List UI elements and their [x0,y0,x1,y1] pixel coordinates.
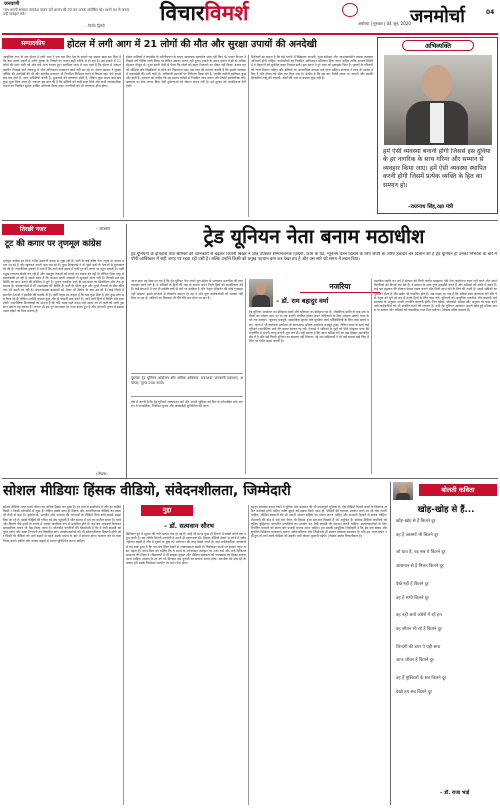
tirchhi-signature: (लेखक) [96,471,108,476]
page-number: 04 [486,9,495,16]
poem-label: बोलती कविता [419,484,497,496]
quote-text: हमें ऐसी व्यवस्था बनानी होगी जिससे इस दुनिया के हर नागरिक के साथ गरिमा और सम्मान से व्यवहार किया जाए। हमें ऐसी व्यवस्था स्थापित करनी होगी जिसमें प्रत्येक व्यक्ति के हित का सम्मान हो। [383,148,491,189]
masthead-emblem-icon [342,3,358,17]
main-author: – डॉ. राम बहादुर वर्मा [276,297,329,305]
small-brand: जनवाणी [4,1,20,7]
section-divider [2,220,498,221]
tirchhi-body: तृणमूल कांग्रेस इन दिनों गंभीर अंदरूनी कलह से जूझ रही है। पार्टी के कई वरिष्ठ नेता नेतृत्व से नाराज बताए जा रहे हैं और खुलकर अपनी बात रख रहे हैं। कुछ विधायकों ने तो दूसरे दलों के नेताओं से मुलाकात भी की है। राजनीतिक हलकों में चर्चा है कि आने वाले समय में पार्टी टूट की कगार पर पहुंच सकती है। पार्टी प्रमुख लगातार बैठकें कर रही हैं और असंतुष्ट नेताओं को मनाने का प्रयास कर रही हैं। लेकिन जिस तरह से बयानबाजी हो रही है उससे साफ है कि मामला इतनी आसानी से सुलझने वाला नहीं है। विपक्षी दल इस स्थिति का लाभ उठाने की कोशिश में जुटे हैं। चुनाव नजदीक आते ही दल-बदल का सिलसिला और तेज हो सकता है। कार्यकर्ताओं में भी असमंजस की स्थिति है। पार्टी के भीतर युवा और पुराने नेताओं के बीच खींचतान भी बढ़ती जा रही है। संगठनात्मक बदलावों को लेकर भी विरोध के स्वर उठ रहे हैं। कई जिलों में स्थानीय नेताओं ने इस्तीफे की धमकी दी है। पार्टी नेतृत्व का कहना है कि सब कुछ ठीक है और कुछ लोग भ्रम फैला रहे हैं। लेकिन जमीनी हालात कुछ और ही कहानी बयां करते हैं। आने वाले दिनों में स्थिति और स्पष्ट होगी। राजनीतिक विश्लेषकों का मानना है कि यदि समय रहते कदम नहीं उठाए गए तो पार्टी को भारी नुकसान उठाना पड़ सकता है। जनता भी इस पूरे घटनाक्रम पर नजर बनाए हुए है और आगामी चुनाव में इसका असर देखने को मिल सकता है। [3,259,124,314]
main-col-3: मठाधीश प्रवृत्ति का अर्थ है संगठन को निजी जागीर समझना। ऐसे नेता आलोचना सहन नहीं करते और अपने विरोधियों को किनारे कर देते हैं। वे प्रबंधन के साथ गुप्त समझौते करते हैं और श्रमिकों को अंधेरे में रखते हैं। कई बार हड़ताल की घोषणा केवल दबाव बनाने और निजी लाभ लेने के लिए की जाती है। इससे श्रमिकों का नुकसान होता है और उद्योग भी प्रभावित होते हैं। अब समय आ गया है कि श्रमिक स्वयं जागरूक बनें और ऐसे नेतृत्व को चुनें जो सच में उनके हितों के लिए काम करे। यूनियनों को आधुनिक तकनीक और बदलती अर्थव्यवस्था के अनुसार अपनी रणनीति बदलनी होगी। गिग वर्कर्स, प्लेटफॉर्म श्रमिक और अनुबंध पर काम करने वाले कर्मचारियों को भी संगठित करने की जरूरत है। तभी ट्रेड यूनियन आंदोलन अपनी खोई हुई प्रतिष्ठा वापस पा सकेगा और श्रमिकों को वास्तविक न्याय मिल सकेगा। (लेखक वरिष्ठ पत्रकार हैं) [374,279,497,313]
title-part-2: विमर्श [204,0,249,25]
poem-line: देखे नहीं हैं कितने दूर [396,581,429,587]
book-info-box: पुस्तकः ट्रेड यूनियन आंदोलन और श्रमिक अधिकार, प्रकाशकः जनवाणी प्रकाशन, अयोध्या, मूल्यः 250 रुपये। [131,373,243,397]
social-author: – डॉ. सत्यवान सौरभ [164,522,214,530]
col-divider [248,505,249,805]
col-divider [371,279,372,474]
portrait-photo-icon [384,55,492,145]
poem-header [393,482,498,500]
poem-line: जो घाव हैं, वह सब ये कितने दूर [396,550,446,556]
quote-author: –राजनाथ सिंह,रक्षा मंत्री [408,204,454,210]
mudda-label: मुद्दा [141,505,193,516]
masthead [0,0,500,34]
col-divider [123,55,124,217]
poem-title: खोह-खोह से हैं... [417,505,475,515]
quote-box [377,37,498,214]
poem-lines [396,519,496,701]
col-divider [390,482,391,805]
tirchhi-byline: – शाश्वत [96,226,110,231]
left-quote: 'जन अपनी सरकार जनादेश पालन करें शासन की एवं जन जनता संतोषित रहे। अपने मत से जनता उन्हें व्यवहार करें।' [3,8,130,17]
main-col-2: ट्रेड यूनियन आंदोलन का इतिहास संघर्ष और बलिदान का इतिहास रहा है। औद्योगिक क्रांति के बाद जब श्रमिकों का शोषण चरम पर था तब उन्होंने संगठित होकर अपने अधिकारों के लिए आवाज उठाई। काम के घंटे तय करवाने, न्यूनतम मजदूरी, सामाजिक सुरक्षा और सुरक्षित कार्य परिस्थितियों के लिए लंबा संघर्ष चला। भारत में भी स्वतंत्रता आंदोलन के साथ-साथ श्रमिक आंदोलन मजबूत हुआ। लेकिन समय के साथ कई यूनियनें राजनीतिक दलों की शाखा बनकर रह गईं। नेताओं ने श्रमिकों के मुद्दों को पीछे छोड़कर सत्ता की राजनीति में अपनी जगह बनानी शुरू कर दी। यही कारण है कि आज श्रमिक वर्ग का बड़ा हिस्सा असंगठित क्षेत्र में है और उसे किसी यूनियन का संरक्षण नहीं मिलता। नई श्रम संहिताओं ने भी कई सवाल खड़े किए हैं जिन पर गंभीर बहस जरूरी है। [249,310,369,344]
main-col-1: आज प्रायः यह देखा जा रहा है कि ट्रेड यूनियन नेता अपने मूल उद्देश्य से भटककर मठाधीश की तरह व्यवहार करने लगे हैं। वे श्रमिकों के हितों की रक्षा के बजाय अपने निजी हितों को प्राथमिकता देते हैं। कई संगठनों में एक ही व्यक्ति वर्षों से पदों पर काबिज है और नेतृत्व परिवर्तन की कोई गुंजाइश नहीं छोड़ता। इससे संगठनों में लोकतंत्र समाप्त हो रहा है और युवा कार्यकर्ताओं को अवसर नहीं मिल पा रहा है। श्रमिकों का विश्वास भी धीरे-धीरे कम होता जा रहा है। [131,279,243,300]
social-headline: सोशल मीडियाः हिंसक वीडियो, संवेदनशीलता, जिम्मेदारी [3,483,291,499]
date-line: अयोध्या | गुरुवार | 04 जून, 2020 [358,21,411,26]
col-divider [248,55,249,217]
poem-line: वह नहीं आयें अंधेरों में रहें हम [396,613,442,619]
tirchhi-nazar-label: तिरछी नजर [2,224,64,235]
tirchhi-headline: टूट की कगार पर तृणमूल कांग्रेस [5,238,102,248]
quote-box-label: अभिव्यक्ति [402,40,474,51]
author-photo-icon [249,279,273,307]
poem-line: देखो हम सब कितने दूर [396,689,432,695]
poem-line: वह जीवन भी रहे हैं कितने दूर [396,626,442,632]
editorial-label: सम्पादकीय [2,38,64,49]
section-divider [2,478,498,479]
poem-line: आज जीवन हैं कितने दूर [396,658,434,664]
social-col-3: कानून व्यवस्था बनाए रखने में पुलिस और प्रशासन की भी महत्वपूर्ण भूमिका है। ऐसे वीडियो फैलाने वालों के खिलाफ त्वरित कार्रवाई होनी चाहिए ताकि दूसरों को सबक मिले। साथ ही, पीड़ितों की पहचान उजागर करने पर भी रोक लगनी चाहिए। मीडिया संस्थानों को भी अपनी आचार संहिता का पालन करना चाहिए और सनसनी फैलाने से बचना चाहिए। टीआरपी की होड़ में कई बार चैनल भी हिंसक दृश्य बार-बार दिखाते हैं जो अनुचित है। सोशल मीडिया कंपनियों को कृत्रिम बुद्धिमत्ता आधारित प्रणालियों का उपयोग कर ऐसी सामग्री की पहचान करनी चाहिए। उपयोगकर्ताओं के लिए रिपोर्टिंग प्रणाली को सरल और प्रभावी बनाया जाना चाहिए। हम सबकी सामूहिक जिम्मेदारी है कि हम एक स्वस्थ और सुरक्षित डिजिटल वातावरण बनाएं। संवेदनशीलता और जिम्मेदारी ही इसका एकमात्र समाधान है। यदि हम आज सचेत नहीं हुए तो आने वाली पीढ़ियों को इसकी भारी कीमत चुकानी पड़ेगी। (लेखक स्वतंत्र टिप्पणीकार हैं) [251,505,387,539]
main-intro: ट्रेड यूनियनों के इतिहास तथा श्रमिकों को जानकारी से बढ़कर जितनी बिखरे ने ज्ञात उपस्कर सम्मानजनक ज़िंदगी, काम के घंटे, न्यूनतम वेतन दिलाने के लिए संघर्ष के जरिए हकदार बन दिलाने की है ट्रेड यूनियन ही उनकी निर्भरता के बारे में पोंगी आविष्कार में सही जगह पर रहता रही उसी है। बल्कि उन्होंने किसी को प्रमुख पहचान बना कर देखा ठप है और उस सारे को समय में बदल दिया। [131,252,497,263]
poem-line: आसमान से हैं मिलन कितने दूर [396,564,444,570]
editorial-headline: होटल में लगी आग में 21 लोगों की मौत और सुरक्षा उपायों की अनदेखी [67,39,317,50]
poem-line: वह हैं आसमाँ भी कितने दूर [396,532,439,538]
poem-line: वह हैं मुश्किलों के सब कितने दूर [396,676,446,682]
poet-photo-icon [393,482,413,500]
masthead-rule [2,33,498,35]
title-part-1: विचार [160,0,205,25]
brand-name: जनमोर्चा [410,6,465,27]
poem-line: वह हैं सभी कितने दूर [396,595,429,601]
col-divider [126,224,127,478]
social-col-1: सोशल मीडिया आज हमारे जीवन का अभिन्न हिस्सा बन चुका है। हर हाथ में स्मार्टफोन है और हर व्यक्ति किसी न किसी प्लेटफॉर्म से जुड़ा है। लेकिन इसके साथ ही हिंसक और आपत्तिजनक वीडियो का प्रसार भी तेजी से बढ़ा है। दुर्घटनाओं, मारपीट और अपराध की घटनाओं के वीडियो बिना सोचे-समझे साझा किए जा रहे हैं। इससे पीड़ितों की गरिमा को ठेस पहुंचती है और समाज में भय का माहौल बनता है। बच्चे और किशोर ऐसे दृश्यों के संपर्क में आकर मानसिक रूप से प्रभावित होते हैं। कई बार अफवाहें फैलाकर सांप्रदायिक तनाव भी पैदा किया जाता है। प्लेटफॉर्म कंपनियों की जिम्मेदारी है कि वे ऐसी सामग्री को तुरंत हटाएं और सख्त निगरानी तंत्र विकसित करें। उपयोगकर्ताओं को भी संवेदनशीलता दिखानी होगी और किसी भी वीडियो को आगे बढ़ाने से पहले उसके प्रभाव के बारे में सोचना होगा। सरकार को भी स्पष्ट नियम बनाने चाहिए और उनका कड़ाई से पालन सुनिश्चित करना चाहिए। [3,505,121,543]
main-headline: ट्रेड यूनियन नेता बनाम मठाधीश [203,225,425,248]
editorial-col-3: विशेषज्ञों का कहना है कि बड़े भवनों में स्प्रिंकलर प्रणाली, धुआं संवेदक और आपातकालीन प्रकाश व्यवस्था अनिवार्य होनी चाहिए। कर्मचारियों को नियमित अग्निशमन प्रशिक्षण दिया जाना चाहिए ताकि आपात स्थिति में वे मेहमानों को सुरक्षित बाहर निकाल सकें। इस घटना ने पूरे शहर को झकझोर दिया है। मृतकों के परिजनों को न्याय मिलना चाहिए और दोषियों पर आपराधिक मामला दर्ज होना चाहिए। सरकार ने जांच के आदेश दे दिए हैं और होटल को सील कर दिया गया है। उम्मीद है कि इस बार रिपोर्ट समय पर आएगी और उसकी सिफारिशें लागू की जाएंगी। लोगों की जान से बढ़कर कुछ नहीं है। [251,55,373,81]
page-title [160,0,248,26]
editorial-col-2: होटल मालिकों ने लाइसेंस के नवीनीकरण के समय आवश्यक दस्तावेज जमा नहीं किए थे। फायर विभाग ने पिछले वर्ष नोटिस जारी किया था लेकिन उसका पालन नहीं हुआ। हादसे के समय होटल में सौ से अधिक मेहमान मौजूद थे। धुआं इतनी तेजी से फैला कि लोगों को बाहर निकलने का मौका नहीं मिला। बचाव दल को सीढ़ियों और खिड़कियों से लोगों को निकालना पड़ा। इस तरह की घटनाएं बताती हैं कि हमारी व्यवस्था में जवाबदेही की भारी कमी है। अधिकारी कागजों पर निरीक्षण दिखा देते हैं, जबकि जमीनी हकीकत कुछ और होती है। सरकार को चाहिए कि वह स्वतंत्र एजेंसी से नियमित जांच कराए और रिपोर्ट सार्वजनिक करे। भ्रष्टाचार पर रोक लगाए बिना ऐसी दुर्घटनाओं को रोकना संभव नहीं है। हमें सुरक्षा को प्राथमिकता देनी होगी। [126,55,246,89]
col-divider [245,279,246,474]
poem-line: जिन्दगी की डगर पे यही साथ [396,644,441,650]
poem-line: खोह-खोह से हैं कितने दूर [396,519,436,524]
col-divider [123,505,124,805]
nazariya-label: नजरिया [300,282,380,293]
main-col-1b: ऐसे में जरूरी है कि ट्रेड यूनियनें आत्ममंथन करें और अपनी भूमिका को फिर से परिभाषित करें। संगठन में पारदर्शिता, नियमित चुनाव और जवाबदेही सुनिश्चित की जाए। [131,400,243,409]
left-quote-author: – विनोद द्विवेदी [85,24,105,28]
social-col-2: डिजिटल युग में सूचना की गति अत्यंत तेज हो गई है। कोई भी घटना कुछ ही मिनटों में लाखों लोगों तक पहुंच जाती है। यह शक्ति जितनी उपयोगी है उतनी ही खतरनाक भी। हिंसक वीडियो देखने से लोगों में संवेदनहीनता बढ़ती है और वे दूसरों के दुख को मनोरंजन की तरह देखने लगते हैं। कई मनोवैज्ञानिक अध्ययनों से यह स्पष्ट हुआ है कि बार-बार हिंसा देखने से आक्रामकता बढ़ती है। विशेषकर बच्चों पर इसका गहरा असर पड़ता है। माता-पिता को चाहिए कि वे बच्चों के ऑनलाइन व्यवहार पर नजर रखें और उन्हें डिजिटल साक्षरता की शिक्षा दें। विद्यालयों में भी साइबर सुरक्षा और मीडिया साक्षरता को पाठ्यक्रम का हिस्सा बनाया जाना चाहिए। समाज के हर वर्ग को मिलकर इस चुनौती का सामना करना होगा। तकनीक को दोष देने के बजाय हमें उसके जिम्मेदार उपयोग पर ध्यान देना होगा। [126,532,246,566]
poem-author: – डॉ. राजा भाई [440,790,470,796]
editorial-col-1: आधुनिक नगर के एक होटल में लगी आग ने एक बार फिर देश के सामने यह सवाल खड़ा कर दिया है कि क्या हमारे भवनों में अग्नि सुरक्षा के नियमों का पालन सही तरीके से हो रहा है। इस हादसे में 21 लोगों की जान चली गई और कई अन्य घायल हुए। प्रारंभिक जांच में पता चला है कि होटल में आपातकालीन निकास मार्ग अवरुद्ध थे और अग्निशमन उपकरण काम नहीं कर रहे थे। होटल प्रबंधन ने सुरक्षा ऑडिट की अनदेखी की थी और स्थानीय प्रशासन भी नियमित निरीक्षण करने में विफल रहा। ऐसे हादसे बार-बार होते हैं, जांच समितियां बनती हैं, मुआवजे की घोषणाएं होती हैं, लेकिन कुछ समय बाद सब कुछ भुला दिया जाता है। जरूरत इस बात की है कि दोषियों को कड़ी सजा मिले और सभी व्यावसायिक भवनों का नियमित सुरक्षा ऑडिट अनिवार्य किया जाए। नागरिकों को भी जागरूक होना होगा। [3,55,121,89]
